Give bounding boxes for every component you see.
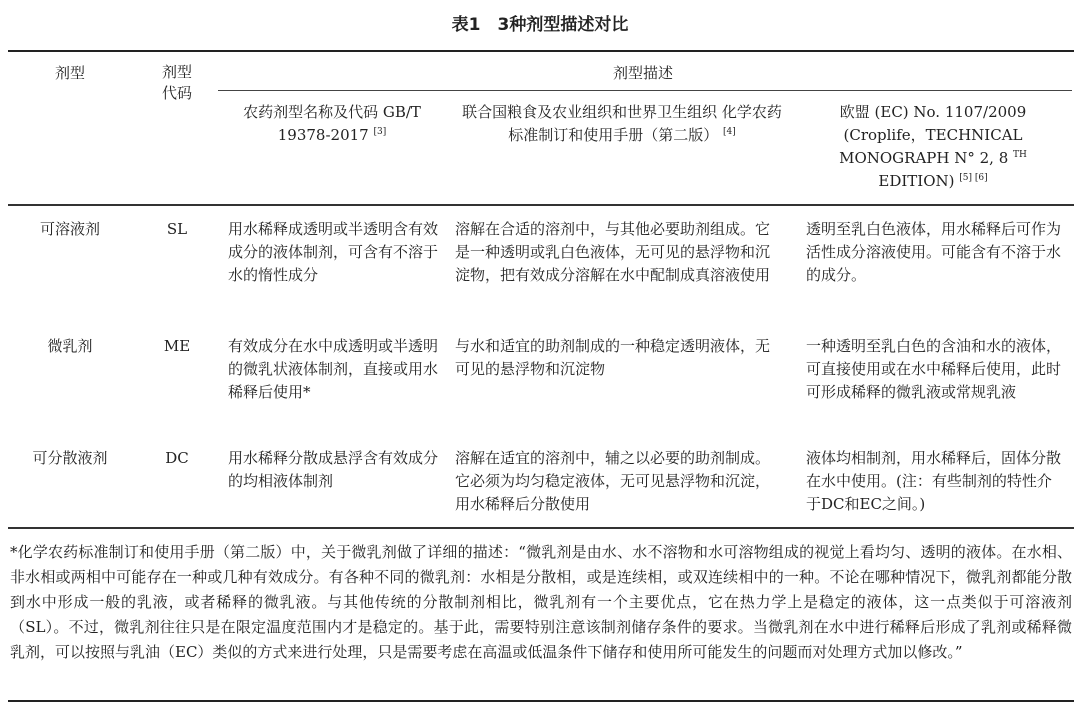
row-fao: 溶解在适宜的溶剂中，辅之以必要的助剂制成。它必须为均匀稳定液体，无可见悬浮物和沉淀，用水稀释后分散使用 [455,449,771,513]
row-fao: 溶解在合适的溶剂中，与其他必要助剂组成。它是一种透明或乳白色液体，无可见的悬浮物和沉淀物，把有效成分溶解在水中配制成真溶液使用 [455,220,771,284]
header-code: 剂型代码 [161,63,192,102]
header-gb-ref: [3] [373,127,387,137]
header-eu-ref: [5] [6] [959,173,988,183]
header-group-rule [218,90,1072,91]
header-type: 剂型 [54,64,85,82]
table-row: 可分散液剂 [32,449,108,467]
row-gb: 有效成分在水中成透明或半透明的微乳状液体制剂，直接或用水稀释后使用* [228,337,439,401]
top-rule [8,50,1074,52]
footnote-bottom-rule [8,700,1074,702]
row-gb: 用水稀释成透明或半透明含有效成分的液体制剂，可含有不溶于水的惰性成分 [228,220,439,284]
header-eu-sup: TH [1013,150,1027,160]
header-gb-text: 农药剂型名称及代码 GB/T 19378-2017 [243,103,421,144]
row-eu: 透明至乳白色液体，用水稀释后可作为活性成分溶液使用。可能含有不溶于水的成分。 [806,220,1062,284]
footnote: *化学农药标准制订和使用手册（第二版）中，关于微乳剂做了详细的描述：“微乳剂是由水、水不溶物和水可溶物组成的视觉上看均匀、透明的液体。在水相、非水相或两相中可能存在一种或几种有效成分。有各种不同的微乳剂：水相是分散相，或是连续相，或双连续相中的一种。不论在哪种情况下，微乳剂都能分散到水中形成一般的乳液，或者稀释的微乳液。与其他传统的分散制剂相比，微乳剂有一个主要优点，它在热力学上是稳定的液体，这一点类似于可溶液剂（SL）。不过，微乳剂往往只是在限定温度范围内才是稳定的。基于此，需要特别注意该制剂储存条件的要求。当微乳剂在水中进行稀释后形成了乳剂或稀释微乳剂，可以按照与乳油（EC）类似的方式来进行处理，只是需要考虑在高温或低温条件下储存和使用所可能发生的问题而对处理方式加以修改。” [10,543,1072,661]
row-eu: 一种透明至乳白色的含油和水的液体，可直接使用或在水中稀释后使用，此时可形成稀释的微乳液或常规乳液 [806,337,1062,401]
table-row: 微乳剂 [47,337,93,355]
header-fao-text: 联合国粮食及农业组织和世界卫生组织 化学农药标准制订和使用手册（第二版） [462,103,782,144]
header-eu-text: 欧盟 (EC) No. 1107/2009 (Croplife，TECHNICAL MONOGRAPH N° 2, 8 [839,103,1027,167]
row-code: SL [166,220,188,238]
row-code: DC [165,449,189,467]
header-eu-tail: EDITION) [878,172,955,190]
row-code: ME [163,337,191,355]
header-eu [822,101,1044,193]
row-fao: 与水和适宜的助剂制成的一种稳定透明液体，无可见的悬浮物和沉淀物 [455,337,771,378]
header-gb [224,101,440,147]
header-fao-ref: [4] [723,127,736,137]
header-desc-group: 剂型描述 [612,64,673,82]
table-bottom-rule [8,527,1074,529]
table-row: 可溶液剂 [39,220,100,238]
row-gb: 用水稀释分散成悬浮含有效成分的均相液体制剂 [228,449,439,490]
row-eu: 液体均相制剂，用水稀释后，固体分散在水中使用。(注：有些制剂的特性介于DC和EC之间。) [806,449,1062,513]
header-fao [455,101,789,147]
table-title: 表1 3种剂型描述对比 [451,15,629,35]
header-bottom-rule [8,204,1074,206]
